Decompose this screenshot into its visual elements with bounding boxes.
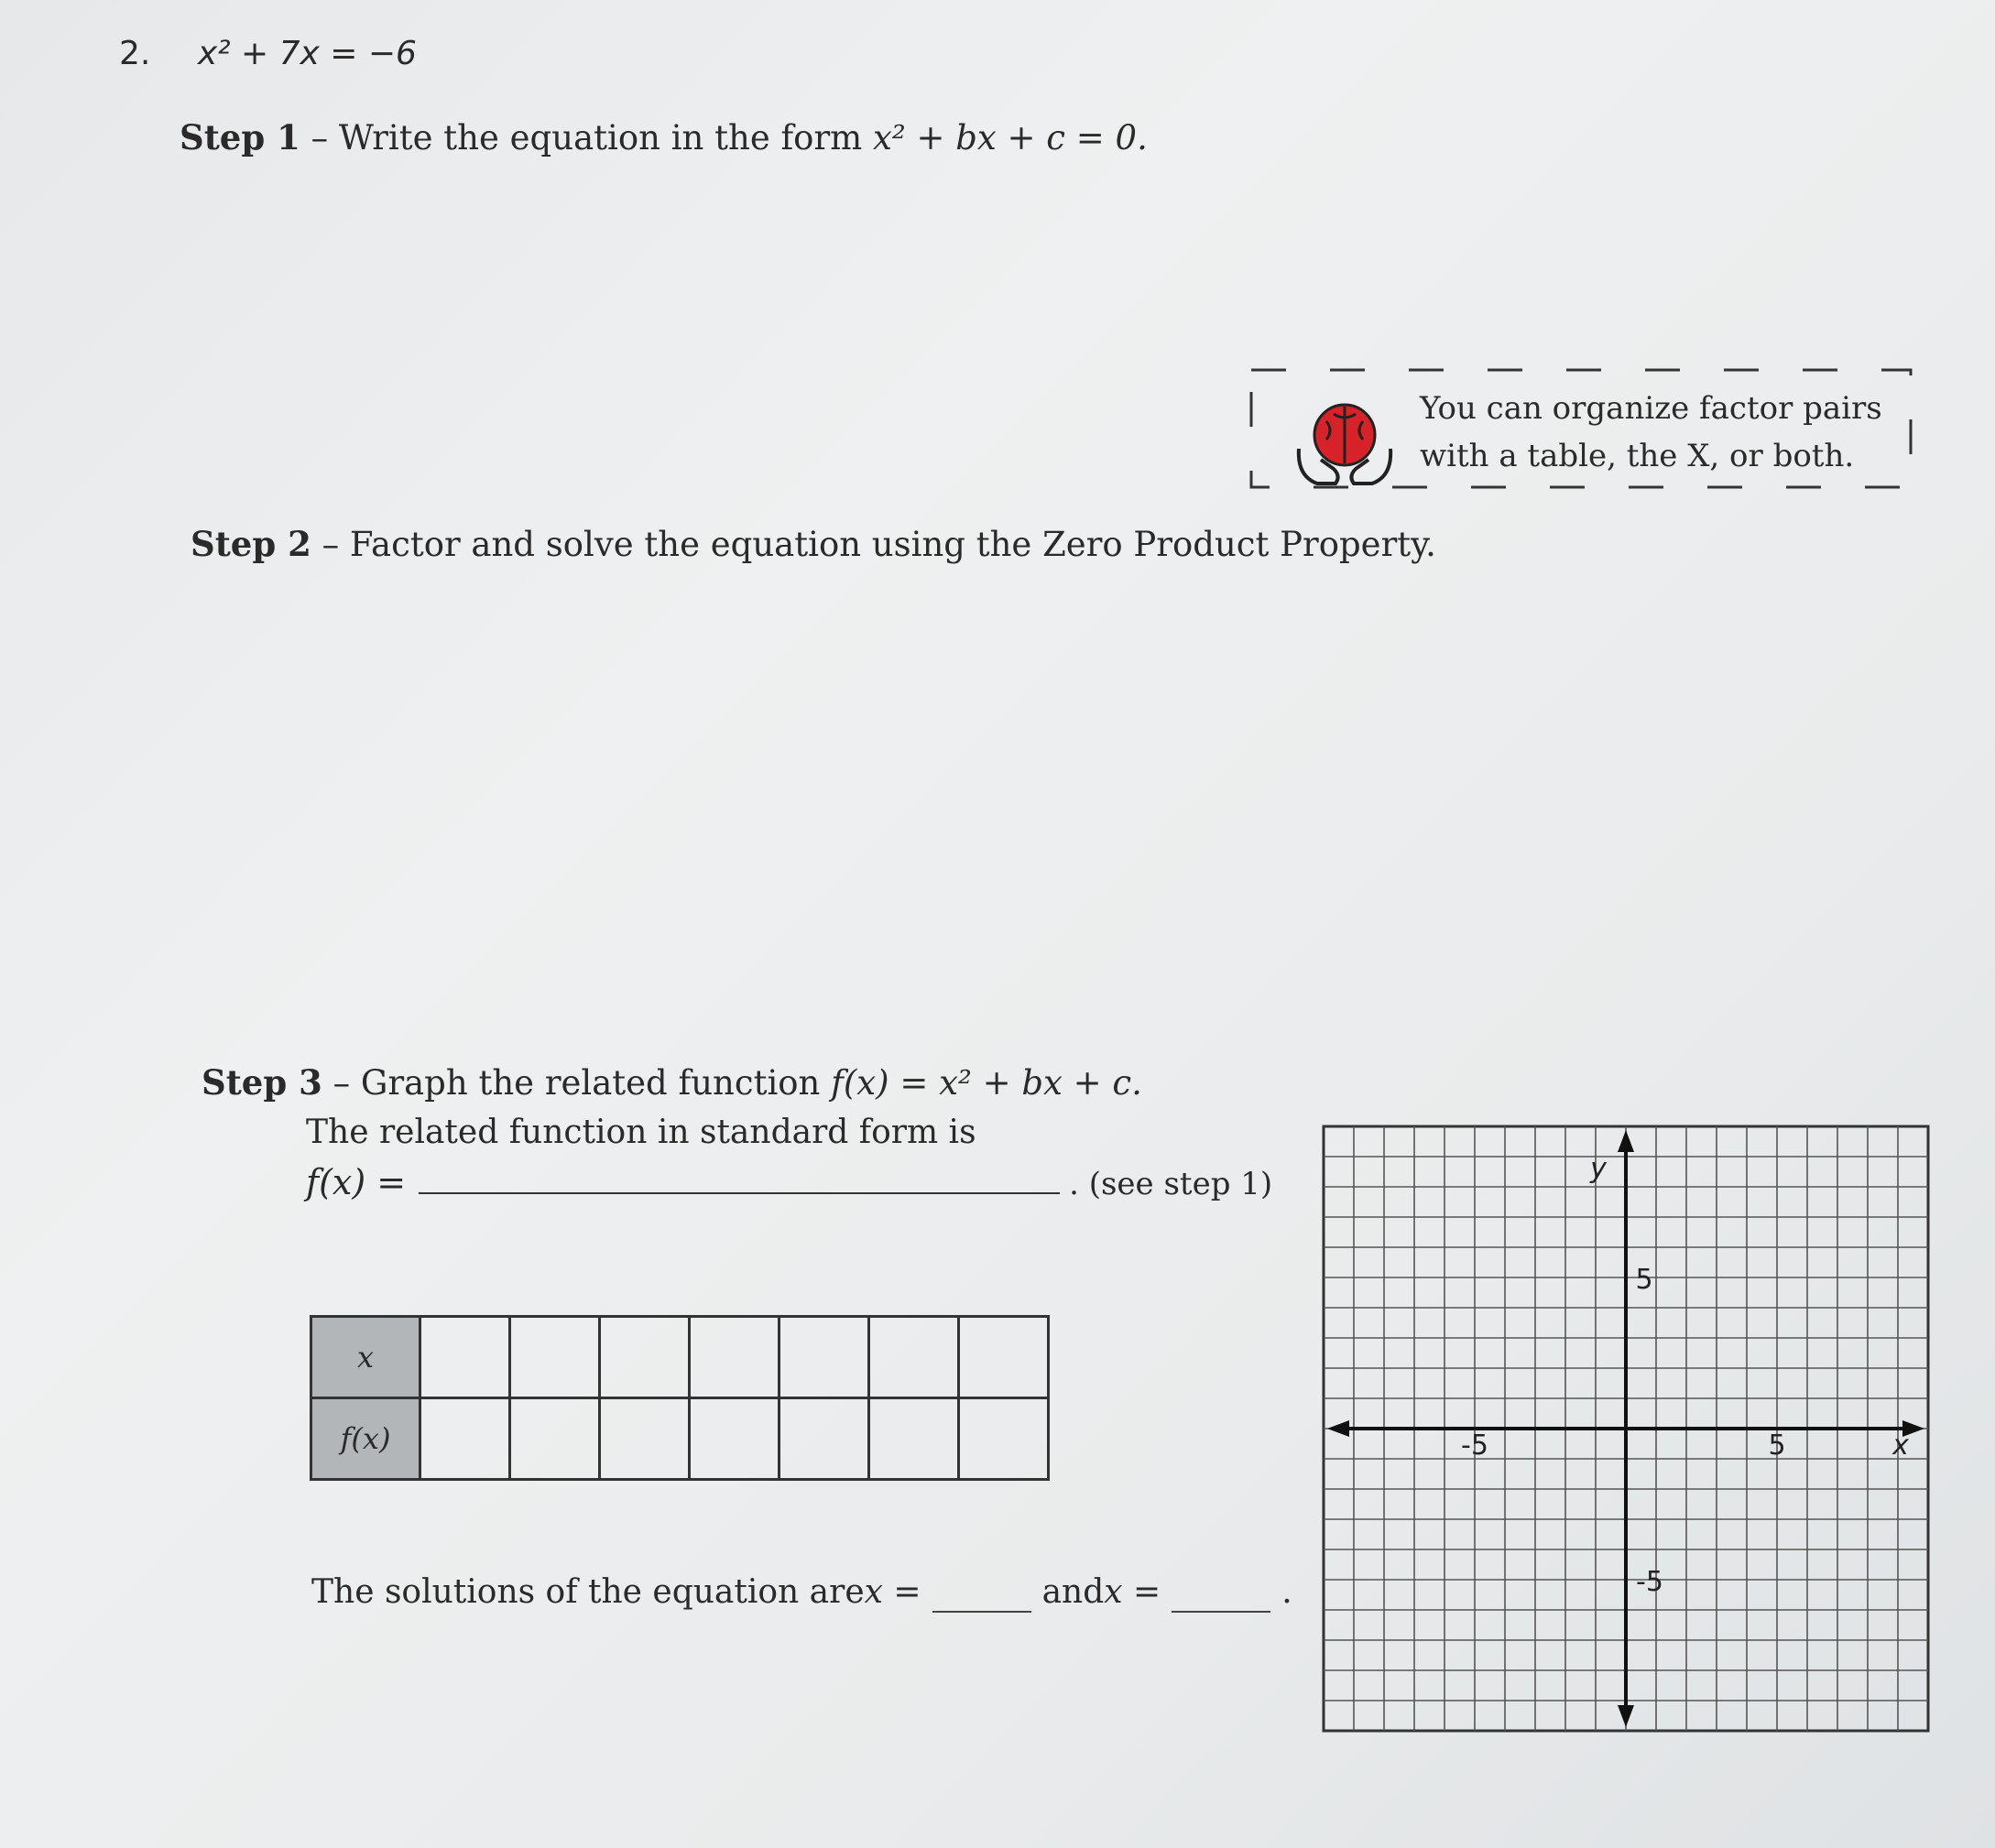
- solution-1-blank[interactable]: [932, 1573, 1031, 1613]
- table-cell[interactable]: [869, 1317, 959, 1398]
- solution-2-label: x =: [1104, 1573, 1161, 1611]
- x-axis-label: x: [1892, 1429, 1909, 1462]
- step-1: [180, 117, 1148, 158]
- solution-2-blank[interactable]: [1172, 1573, 1270, 1613]
- step-3-label: Step 3: [202, 1062, 322, 1103]
- solutions-line: [311, 1573, 1292, 1613]
- solutions-and: and: [1041, 1573, 1105, 1611]
- solutions-end: .: [1281, 1573, 1292, 1611]
- brain-hands-icon: [1290, 394, 1400, 495]
- see-step-note: . (see step 1): [1069, 1166, 1273, 1202]
- related-function-row: [306, 1161, 1272, 1202]
- coordinate-grid[interactable]: [1319, 1123, 1933, 1734]
- table-cell[interactable]: [779, 1398, 869, 1480]
- problem-equation: x² + 7x = −6: [197, 35, 417, 72]
- table-cell[interactable]: [510, 1317, 600, 1398]
- x-tick-label-5: 5: [1768, 1429, 1786, 1462]
- y-tick-label-neg5: -5: [1636, 1566, 1663, 1598]
- table-row-x: [311, 1317, 1049, 1398]
- step-1-text: – Write the equation in the form: [300, 118, 873, 158]
- table-cell[interactable]: [690, 1317, 779, 1398]
- step-2-text: – Factor and solve the equation using the Zero Product Property.: [311, 525, 1436, 564]
- step-2-label: Step 2: [191, 524, 311, 564]
- table-cell[interactable]: [779, 1317, 869, 1398]
- hint-line-1: You can organize factor pairs: [1420, 390, 1882, 427]
- table-cell[interactable]: [600, 1398, 690, 1480]
- step-3-function: f(x) = x² + bx + c.: [831, 1063, 1142, 1103]
- problem-header: [119, 35, 417, 72]
- step-1-form: x² + bx + c = 0.: [872, 118, 1148, 158]
- y-tick-label-5: 5: [1635, 1264, 1653, 1296]
- table-cell[interactable]: [959, 1398, 1049, 1480]
- y-axis-label: y: [1590, 1153, 1607, 1185]
- x-tick-label-neg5: -5: [1461, 1429, 1488, 1462]
- table-cell[interactable]: [420, 1317, 510, 1398]
- table-cell[interactable]: [420, 1398, 510, 1480]
- hint-text: [1420, 385, 1882, 480]
- fx-label: f(x) =: [306, 1162, 407, 1202]
- step-2: [191, 524, 1436, 564]
- step-1-label: Step 1: [180, 117, 300, 158]
- function-answer-blank[interactable]: [419, 1161, 1060, 1194]
- table-header-fx: f(x): [311, 1398, 420, 1480]
- table-cell[interactable]: [510, 1398, 600, 1480]
- solutions-prefix: The solutions of the equation are: [311, 1573, 865, 1611]
- value-table: [310, 1315, 1050, 1481]
- related-function-text: The related function in standard form is: [306, 1114, 976, 1151]
- table-cell[interactable]: [690, 1398, 779, 1480]
- y-axis-bottom-arrow: [1618, 1705, 1634, 1727]
- y-axis-top-arrow: [1618, 1130, 1634, 1152]
- table-cell[interactable]: [600, 1317, 690, 1398]
- table-cell[interactable]: [959, 1317, 1049, 1398]
- problem-number: 2.: [119, 35, 151, 72]
- x-axis-left-arrow: [1327, 1420, 1349, 1437]
- step-3: [202, 1062, 1142, 1103]
- table-row-fx: [311, 1398, 1049, 1480]
- solution-1-label: x =: [864, 1573, 921, 1611]
- hint-box: [1248, 366, 1916, 495]
- table-cell[interactable]: [869, 1398, 959, 1480]
- hint-line-2: with a table, the X, or both.: [1420, 438, 1855, 474]
- table-header-x: x: [311, 1317, 420, 1398]
- step-3-text: – Graph the related function: [322, 1063, 832, 1103]
